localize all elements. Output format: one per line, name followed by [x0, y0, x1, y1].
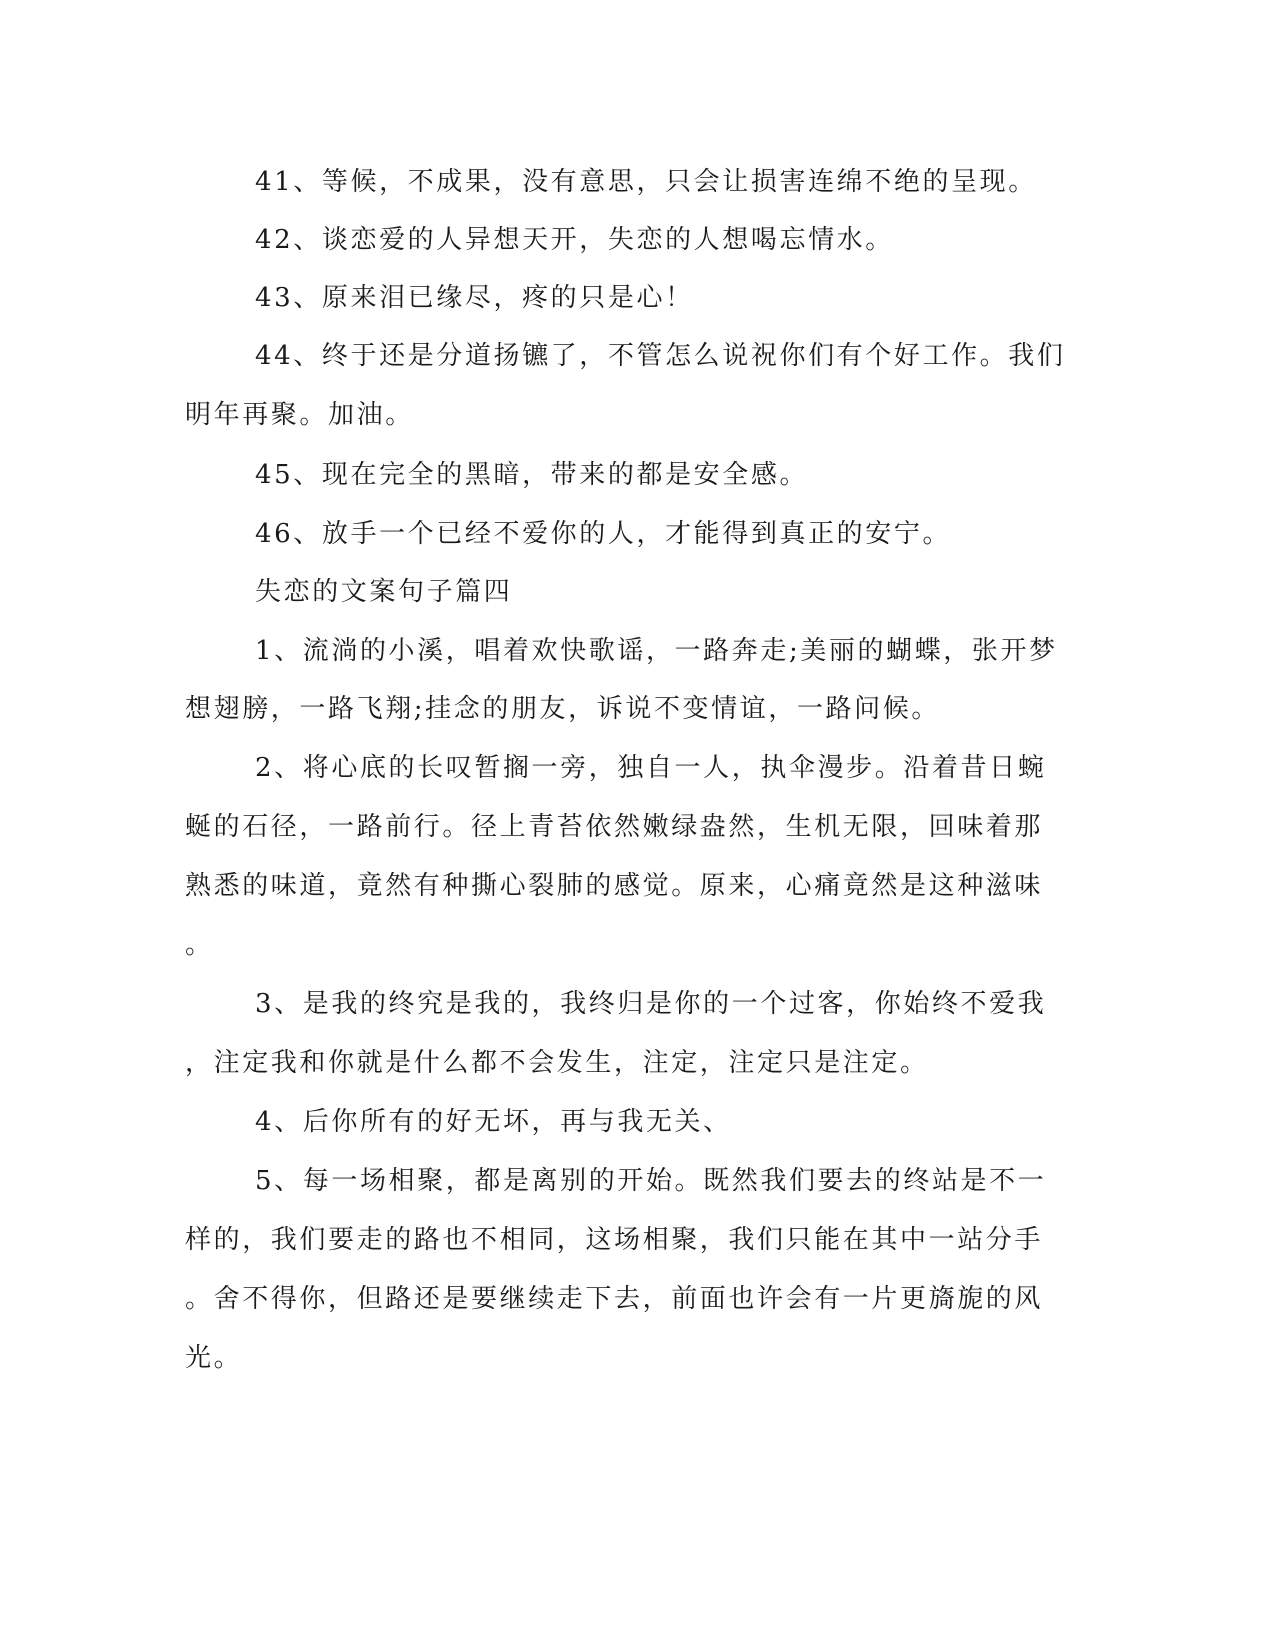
- text-line: 41、等候，不成果，没有意思，只会让损害连绵不绝的呈现。: [255, 167, 1037, 197]
- text-line: 1、流淌的小溪，唱着欢快歌谣，一路奔走;美丽的蝴蝶，张开梦: [255, 636, 1058, 666]
- text-line: 44、终于还是分道扬镳了，不管怎么说祝你们有个好工作。我们: [255, 341, 1066, 371]
- text-line: 样的，我们要走的路也不相同，这场相聚，我们只能在其中一站分手: [185, 1225, 1044, 1255]
- text-line: 42、谈恋爱的人异想天开，失恋的人想喝忘情水。: [255, 225, 894, 255]
- text-line: 43、原来泪已缘尽，疼的只是心！: [255, 283, 694, 313]
- text-line: 3、是我的终究是我的，我终归是你的一个过客，你始终不爱我: [255, 989, 1047, 1019]
- text-line: 5、每一场相聚，都是离别的开始。既然我们要去的终站是不一: [255, 1166, 1047, 1196]
- text-line: 46、放手一个已经不爱你的人，才能得到真正的安宁。: [255, 519, 952, 549]
- text-line: 想翅膀，一路飞翔;挂念的朋友，诉说不变情谊，一路问候。: [185, 694, 940, 724]
- text-line: 。舍不得你，但路还是要继续走下去，前面也许会有一片更旖旎的风: [185, 1284, 1044, 1314]
- text-line: 2、将心底的长叹暂搁一旁，独自一人，执伞漫步。沿着昔日蜿: [255, 753, 1047, 783]
- text-line: 蜒的石径，一路前行。径上青苔依然嫩绿盎然，生机无限，回味着那: [185, 812, 1044, 842]
- text-line: 明年再聚。加油。: [185, 400, 414, 430]
- text-line: ，注定我和你就是什么都不会发生，注定，注定只是注定。: [185, 1048, 929, 1078]
- text-line: 45、现在完全的黑暗，带来的都是安全感。: [255, 460, 809, 490]
- text-line: 光。: [185, 1343, 243, 1373]
- section-heading: 失恋的文案句子篇四: [255, 577, 513, 607]
- text-line: 熟悉的味道，竟然有种撕心裂肺的感觉。原来，心痛竟然是这种滋味: [185, 871, 1044, 901]
- text-line: 4、后你所有的好无坏，再与我无关、: [255, 1107, 732, 1137]
- text-line: 。: [185, 930, 214, 960]
